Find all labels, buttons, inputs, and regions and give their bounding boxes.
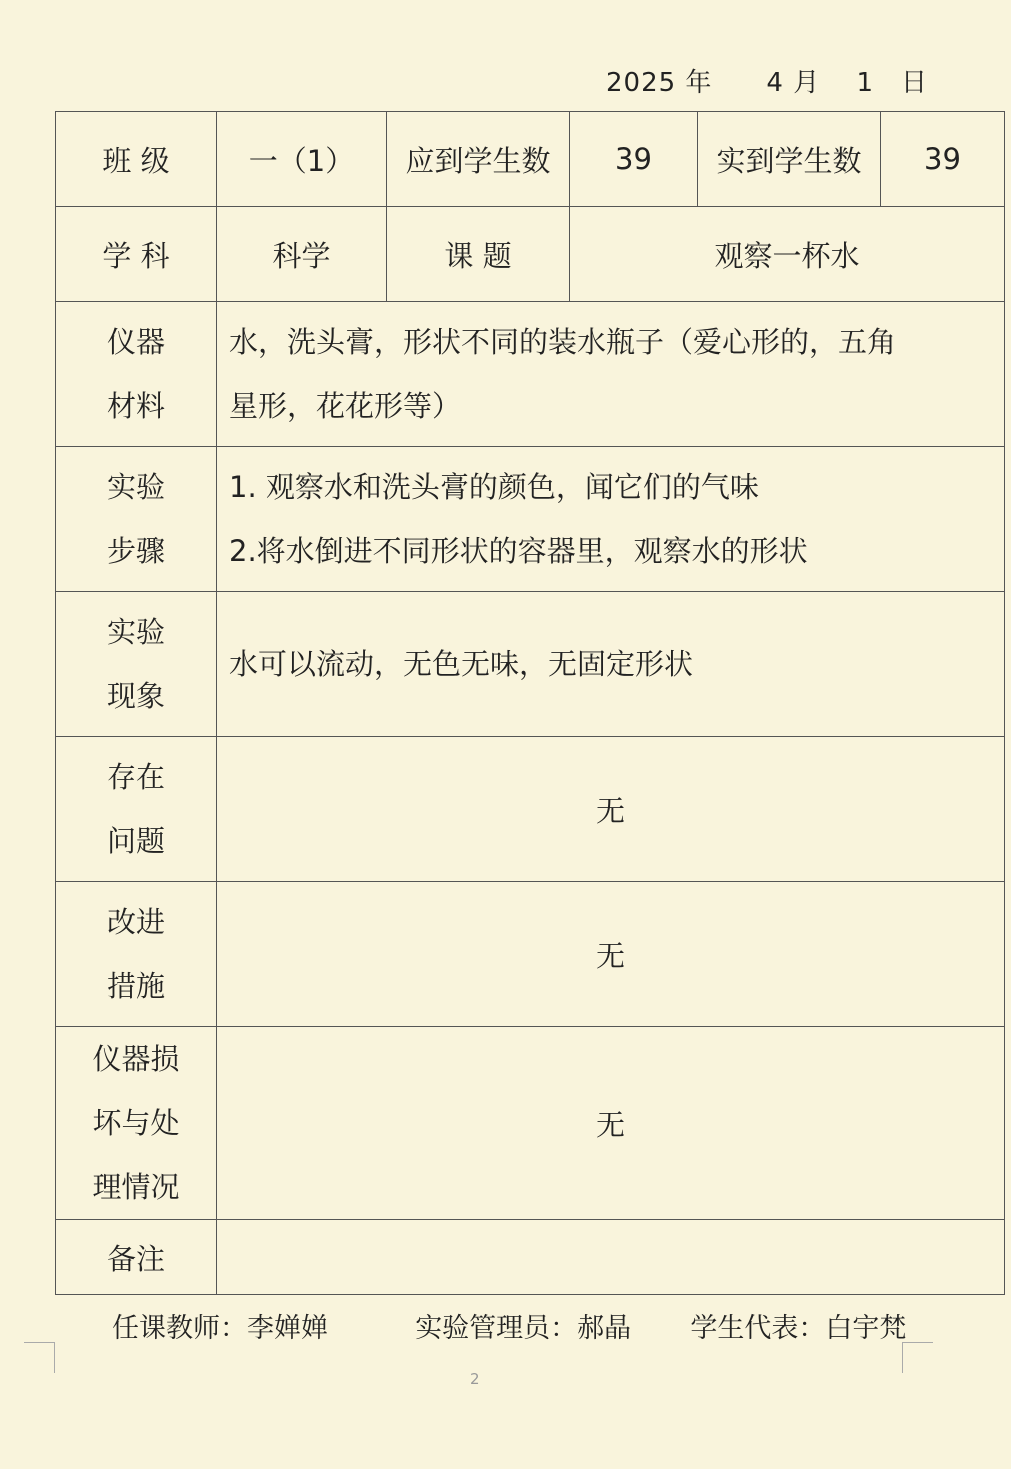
materials-line-1: 水，洗头膏，形状不同的装水瓶子（爱心形的，五角 [229, 325, 897, 359]
phenomenon-label-line-2: 现象 [106, 679, 165, 713]
record-date: 2025 年 4 月 1 日 [606, 68, 929, 98]
damage-label-line-2: 坏与处 [92, 1106, 180, 1140]
remarks-label: 备注 [56, 1220, 217, 1295]
expected-students-value: 39 [570, 112, 698, 207]
problems-label-line-1: 存在 [106, 760, 165, 794]
steps-label-line-1: 实验 [106, 470, 165, 504]
problems-content: 无 [217, 737, 1005, 882]
table-row-remarks [56, 1220, 1005, 1295]
actual-students-label: 实到学生数 [698, 112, 881, 207]
problems-label [56, 737, 217, 882]
phenomenon-content: 水可以流动，无色无味，无固定形状 [217, 592, 1005, 737]
improvements-label-line-2: 措施 [106, 969, 165, 1003]
steps-content [217, 447, 1005, 592]
damage-content: 无 [217, 1027, 1005, 1220]
lab-admin-signature: 实验管理员：郝晶 [415, 1313, 632, 1344]
student-representative-signature: 学生代表：白宇梵 [690, 1313, 907, 1344]
table-row-improvements [56, 882, 1005, 1027]
topic-value: 观察一杯水 [570, 207, 1005, 302]
subject-value: 科学 [217, 207, 387, 302]
table-row-damage [56, 1027, 1005, 1220]
materials-label-line-2: 材料 [106, 389, 165, 423]
subject-label: 学 科 [56, 207, 217, 302]
crop-mark-left [24, 1342, 55, 1373]
topic-label: 课 题 [387, 207, 570, 302]
phenomenon-label [56, 592, 217, 737]
class-label: 班 级 [56, 112, 217, 207]
experiment-record-table [55, 111, 1005, 1295]
table-row-steps [56, 447, 1005, 592]
actual-students-value: 39 [881, 112, 1005, 207]
damage-label-line-3: 理情况 [92, 1170, 180, 1204]
table-row-phenomenon [56, 592, 1005, 737]
materials-label-line-1: 仪器 [106, 325, 165, 359]
steps-line-1: 1. 观察水和洗头膏的颜色，闻它们的气味 [229, 470, 759, 504]
materials-label [56, 302, 217, 447]
class-value: 一（1） [217, 112, 387, 207]
steps-line-2: 2.将水倒进不同形状的容器里，观察水的形状 [229, 534, 808, 568]
expected-students-label: 应到学生数 [387, 112, 570, 207]
materials-line-2: 星形，花花形等） [229, 389, 462, 423]
teacher-signature: 任课教师：李婵婵 [112, 1313, 328, 1344]
table-row-materials [56, 302, 1005, 447]
materials-content [217, 302, 1005, 447]
phenomenon-label-line-1: 实验 [106, 615, 165, 649]
page-number: 2 [470, 1370, 480, 1388]
table-row-class-info [56, 112, 1005, 207]
damage-label [56, 1027, 217, 1220]
problems-label-line-2: 问题 [106, 824, 165, 858]
damage-label-line-1: 仪器损 [92, 1042, 180, 1076]
table-row-problems [56, 737, 1005, 882]
steps-label [56, 447, 217, 592]
steps-label-line-2: 步骤 [106, 534, 165, 568]
table-row-subject [56, 207, 1005, 302]
improvements-label [56, 882, 217, 1027]
remarks-content [217, 1220, 1005, 1295]
improvements-content: 无 [217, 882, 1005, 1027]
improvements-label-line-1: 改进 [106, 905, 165, 939]
signature-footer [112, 1306, 906, 1345]
crop-mark-right [902, 1342, 933, 1373]
